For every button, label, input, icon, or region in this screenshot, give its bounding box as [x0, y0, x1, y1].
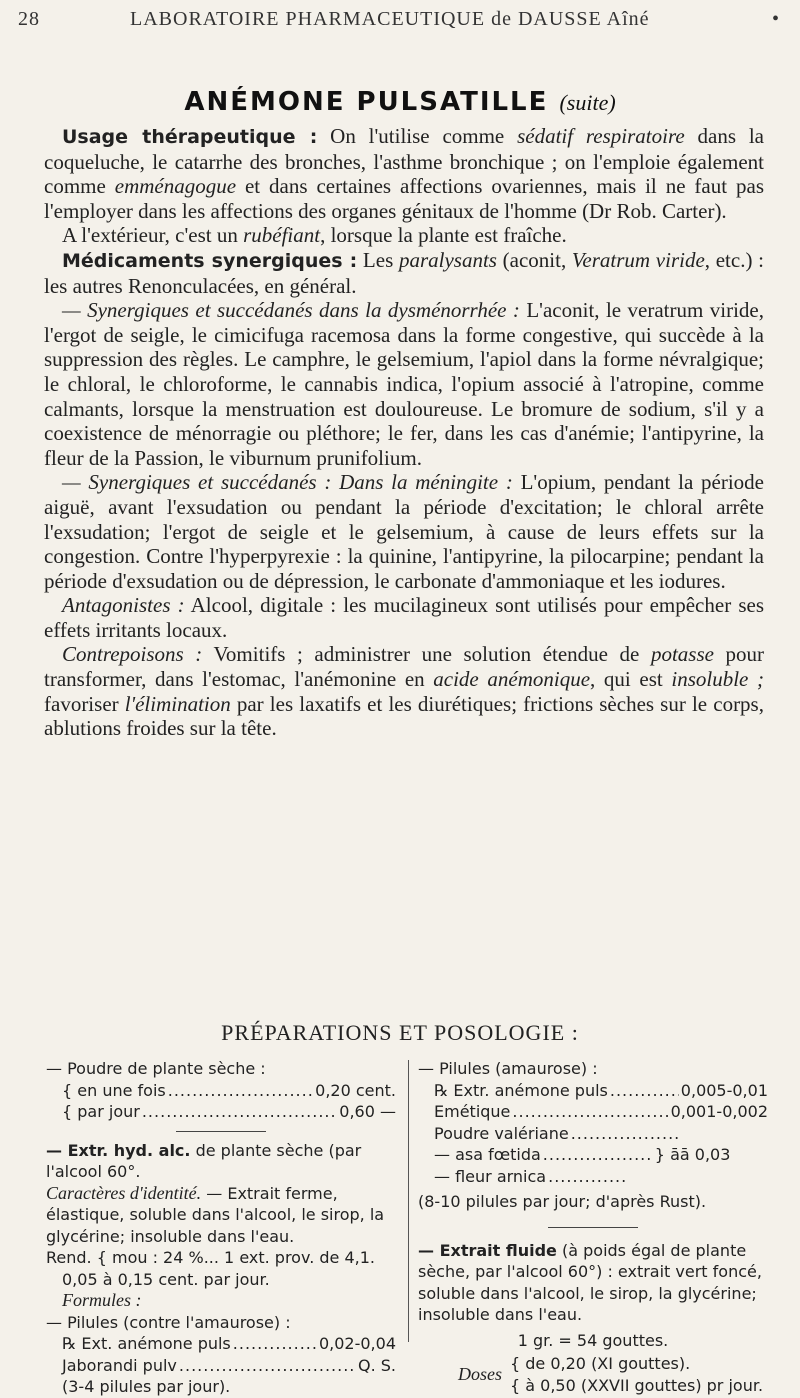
dose-label: { en une fois: [62, 1080, 166, 1100]
dose-line: { à 0,50 (XXVII gouttes) pr jour.: [510, 1375, 764, 1395]
pilules-dose: (3-4 pilules par jour).: [62, 1377, 231, 1396]
lab-name: LABORATOIRE PHARMACEUTIQUE de DAUSSE Aîné: [130, 8, 650, 30]
label-synergiques: Médicaments synergiques :: [62, 249, 358, 272]
formula-row: [46, 1355, 396, 1377]
text-italic: Antagonistes :: [62, 593, 185, 618]
leader-dots: [543, 1144, 653, 1166]
title-main: ANÉMONE PULSATILLE: [184, 87, 549, 117]
paragraph-exterieur: [44, 223, 764, 248]
paragraph-meningite: [44, 470, 764, 593]
leader-dots: [571, 1123, 681, 1145]
text: L'opium, pendant la période aiguë, avant l'exsudation ou pendant la période d'excitation; le chloral arrête l'exsudation; l'ergot de seigle et le gelsemium, à cause de leurs effets sur la congestion. Contre l'hyperpyrexie : la quinine, l'antipyrine, la pilocarpine; pendant la période d'exsudation ou de dépression, le carbonate d'ammoniaque et les iodures.: [44, 470, 764, 593]
title-suite: (suite): [559, 90, 616, 115]
text: et dans certaines affections ovariennes, mais il ne faut pas l'employer dans les affections des organes génitaux de l'homme (Dr Rob. Carter).: [44, 174, 765, 223]
text: Les: [357, 247, 399, 272]
text: On l'utilise comme: [317, 124, 518, 148]
separator-rule: [548, 1227, 638, 1228]
doses-block: [418, 1353, 768, 1396]
paragraph-usage: [44, 124, 764, 223]
text-italic: sédatif respiratoire: [517, 124, 685, 148]
rendement-dose: 0,05 à 0,15 cent. par jour.: [62, 1269, 270, 1289]
page-title: [0, 87, 800, 117]
formula-row: [418, 1123, 768, 1145]
dose-value: 0,60 —: [339, 1102, 396, 1121]
formula-row: [418, 1166, 768, 1188]
formula-label: Emétique: [434, 1102, 511, 1121]
rendement: Rend. { mou : 24 %... 1 ext. prov. de 4,1.: [46, 1248, 375, 1267]
text-italic: potasse: [650, 642, 714, 667]
text-italic: rubéfiant: [243, 223, 321, 248]
right-column: [418, 1058, 768, 1396]
text: A l'extérieur, c'est un: [62, 223, 244, 248]
paragraph-antagonistes: [44, 593, 764, 642]
gouttes-equivalence: 1 gr. = 54 gouttes.: [517, 1330, 669, 1350]
dose-row: [46, 1101, 396, 1123]
separator-rule: [176, 1131, 266, 1132]
text: pour transformer, dans l'estomac, l'anémonine en: [44, 642, 765, 692]
pilules-heading: — Pilules (amaurose) :: [418, 1059, 598, 1078]
extrait-label: — Extr. hyd. alc.: [46, 1140, 191, 1160]
label-usage: Usage thérapeutique :: [62, 126, 318, 148]
text-italic: — Synergiques et succédanés : Dans la méningite :: [62, 470, 513, 495]
extrait-hyd-alc: [46, 1140, 396, 1183]
paragraph-synergiques: [44, 248, 764, 298]
formula-value: 0,001-0,002: [670, 1102, 768, 1121]
text-italic: Caractères d'identité.: [46, 1182, 202, 1203]
caracteres-identite: [46, 1183, 396, 1248]
pilules-heading: — Pilules (contre l'amaurose) :: [46, 1312, 291, 1332]
dose-line: { de 0,20 (XI gouttes).: [510, 1354, 691, 1373]
leader-dots: [512, 1101, 668, 1123]
leader-dots: [548, 1166, 628, 1188]
formula-label: ℞ Ext. anémone puls: [62, 1334, 231, 1353]
formula-row: [418, 1144, 768, 1166]
text: L'aconit, le veratrum viride, l'ergot de seigle, le cimicifuga racemosa dans la forme congestive, qui succède à la suppression des règles. Le camphre, le gelsemium, l'apiol dans la forme névralgique; le chloral, le chloroforme, le cannabis indica, l'opium associé à l'atropine, comme calmants, lorsque la menstruation est douloureuse. Le bromure de sodium, s'il y a coexistence de ménorragie ou pléthore; le fer, dans les cas d'anémie; l'antipyrine, la fleur de la Passion, le viburnum prunifolium.: [44, 298, 765, 470]
leader-dots: [610, 1080, 679, 1102]
paragraph-contrepoisons: [44, 642, 764, 740]
text-italic: emménagogue: [114, 174, 237, 199]
formula-value: Q. S.: [357, 1355, 396, 1375]
formula-value: 0,02-0,04: [318, 1334, 396, 1353]
text: (aconit,: [496, 247, 572, 272]
leader-dots: [233, 1333, 317, 1355]
text: Vomitifs ; administrer une solution étendue de: [202, 642, 651, 667]
poudre-heading: — Poudre de plante sèche :: [46, 1059, 266, 1078]
spacer: [683, 1123, 768, 1145]
formula-row: [418, 1101, 768, 1123]
formula-row: [418, 1080, 768, 1102]
text: , etc.) : les autres Renonculacées, en général.: [44, 247, 764, 298]
leader-dots: [142, 1101, 337, 1123]
text-italic: Veratrum viride: [571, 247, 705, 272]
leader-dots: [179, 1355, 356, 1377]
text: Alcool, digitale : les mucilagineux sont utilisés pour empêcher ses effets irritants locaux.: [44, 593, 765, 642]
text-italic: paralysants: [398, 247, 497, 272]
column-divider: [408, 1060, 409, 1342]
section-title: PRÉPARATIONS ET POSOLOGIE :: [221, 1020, 579, 1045]
formules-heading: Formules :: [62, 1290, 142, 1310]
paragraph-dysmenorrhee: [44, 298, 764, 470]
text: dans la coqueluche, le catarrhe des bronches, l'asthme bronchique ; on l'emploie également comme: [44, 124, 764, 199]
extrait-fluide: [418, 1240, 768, 1326]
running-header: [18, 8, 780, 38]
left-column: [46, 1058, 396, 1398]
formula-label: ℞ Extr. anémone puls: [434, 1080, 608, 1100]
doses-values: [510, 1353, 763, 1396]
extrait-label: — Extrait fluide: [418, 1240, 557, 1260]
text: — Extrait ferme, élastique, soluble dans l'alcool, le sirop, la glycérine; insoluble dans l'eau.: [46, 1183, 385, 1246]
text: par les laxatifs et les diurétiques; frictions sèches sur le corps, ablutions froides sur la tête.: [44, 691, 764, 741]
formula-label: — asa fœtida: [434, 1145, 541, 1164]
formula-value: 0,005-0,01: [680, 1080, 768, 1100]
text-italic: Contrepoisons :: [62, 642, 203, 667]
text-italic: — Synergiques et succédanés dans la dysménorrhée :: [62, 298, 520, 323]
formula-value: } āā 0,03: [654, 1145, 731, 1164]
text-italic: l'élimination: [124, 691, 231, 716]
formula-label: — fleur arnica: [434, 1166, 547, 1186]
text: favoriser: [44, 691, 125, 716]
text: , lorsque la plante est fraîche.: [320, 223, 567, 248]
formula-label: Jaborandi pulv: [62, 1355, 177, 1375]
page-number: 28: [18, 8, 40, 30]
text-italic: acide anémonique: [433, 667, 591, 692]
rust-note: (8-10 pilules par jour; d'après Rust).: [418, 1192, 707, 1211]
body-text: [44, 124, 764, 741]
spacer: [630, 1166, 768, 1188]
dose-value: 0,20 cent.: [315, 1080, 396, 1100]
text-italic: insoluble ;: [671, 667, 764, 692]
text: de plante sèche (par l'alcool 60°.: [46, 1140, 362, 1181]
formula-row: [46, 1333, 396, 1355]
leader-dots: [168, 1080, 313, 1102]
header-mark: •: [771, 8, 780, 30]
doses-label: Doses: [458, 1363, 502, 1384]
formula-label: Poudre valériane: [434, 1123, 569, 1143]
text: , qui est: [590, 667, 672, 692]
dose-row: [46, 1080, 396, 1102]
dose-label: { par jour: [62, 1102, 140, 1121]
text: (à poids égal de plante sèche, par l'alcool 60°) : extrait vert foncé, soluble dans l'alcool, le sirop, la glycérine; insoluble dans l'eau.: [418, 1240, 762, 1324]
